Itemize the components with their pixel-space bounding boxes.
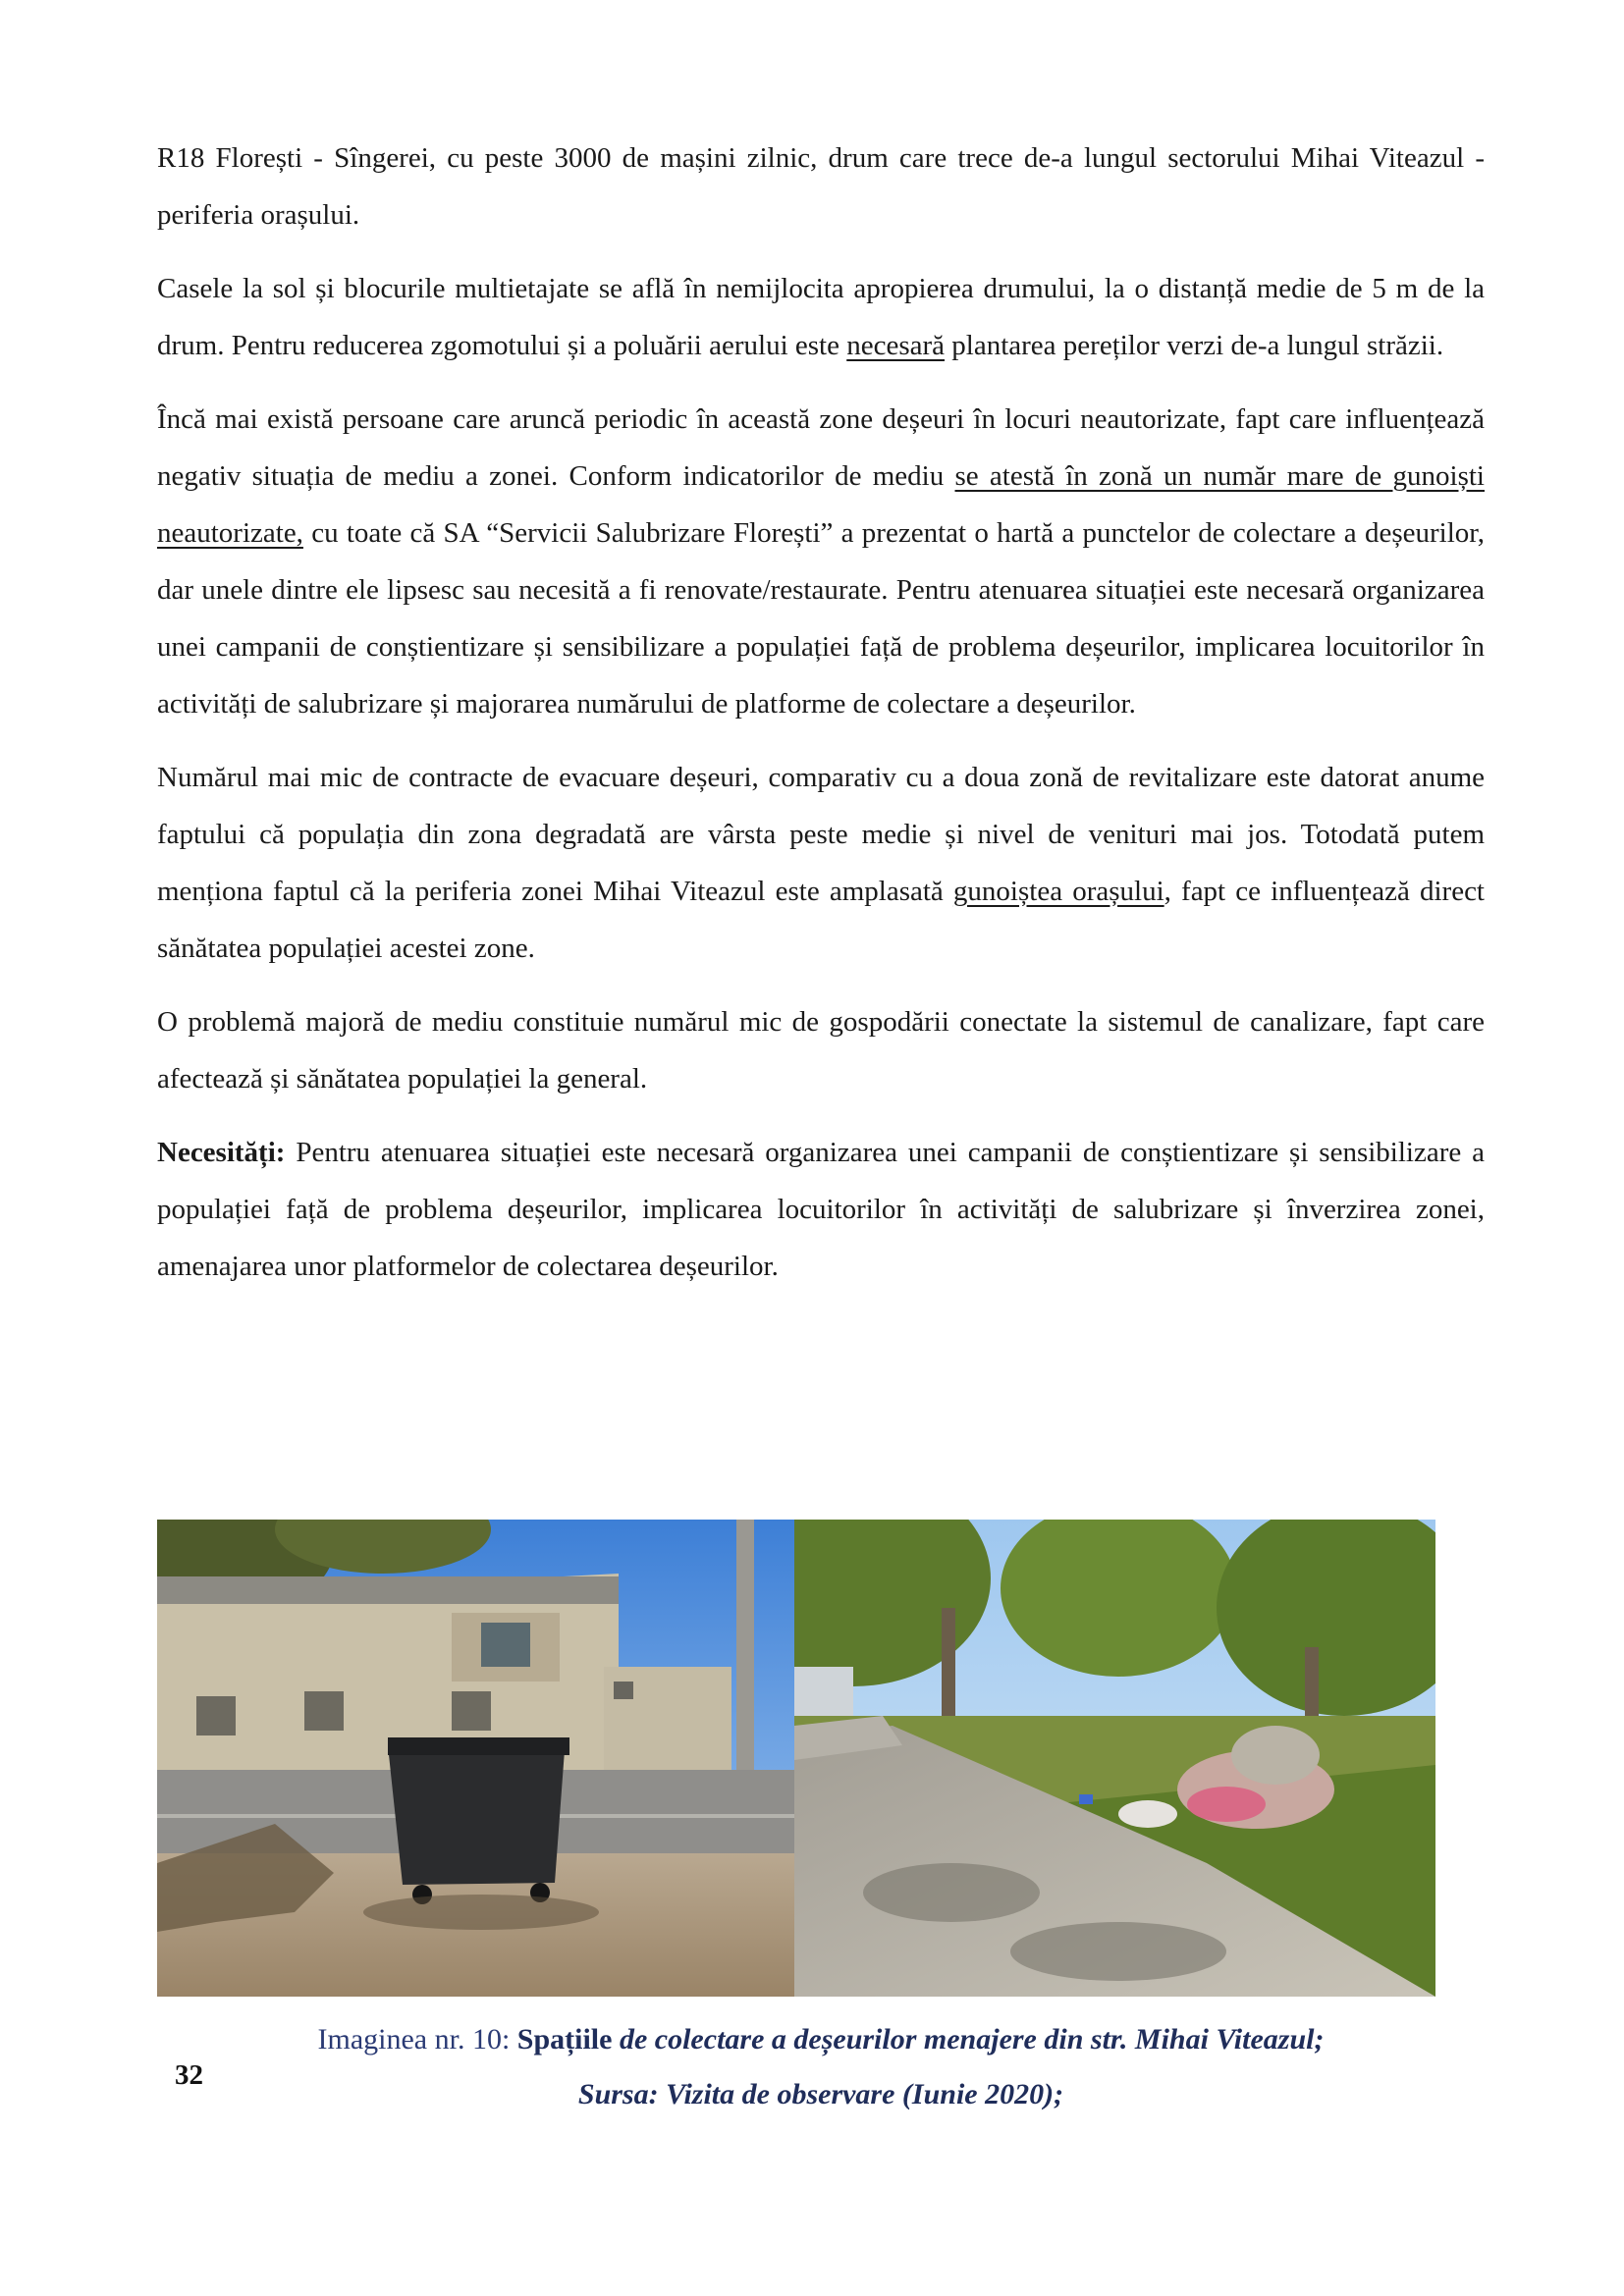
paragraph-3-text-b: cu toate că SA “Servicii Salubrizare Florești” a prezentat o hartă a punctelor de colectare a deșeurilor, dar unele dintre ele lipsesc sau necesită a fi renovate/restaurate. Pentru atenuarea situației este necesară organizarea unei campanii de conștientizare și sensibilizare a populației față de problema deșeurilor, implicarea locuitorilor în activități de salubrizare și majorarea numărului de platforme de colectare a deșeurilor.: [157, 517, 1485, 720]
paragraph-2-text-a: Casele la sol și blocurile multietajate se află în nemijlocita apropierea drumului, la o distanță medie de 5 m de la drum. Pentru reducerea zgomotului și a poluării aerului este: [157, 273, 1485, 361]
caption-prefix: Imaginea nr. 10:: [317, 2023, 517, 2056]
paragraph-5: [157, 993, 1485, 1107]
paragraph-6-text: Pentru atenuarea situației este necesară organizarea unei campanii de conștientizare și sensibilizare a populației față de problema deșeurilor, implicarea locuitorilor în activități de salubrizare și înverzirea zonei, amenajarea unor platformelor de colectarea deșeurilor.: [157, 1137, 1485, 1282]
paragraph-2-text-b: plantarea pereților verzi de-a lungul străzii.: [945, 330, 1444, 361]
caption-bold: Spațiile: [516, 2023, 613, 2056]
paragraph-6-lead: Necesități:: [157, 1137, 286, 1168]
photo-waste-container-street-image: [157, 1520, 794, 1997]
caption-italic: de colectare a deșeurilor menajere din str. Mihai Viteazul;: [612, 2023, 1325, 2056]
paragraph-4-text-b: , fapt ce influențează direct sănătatea populației acestei zone.: [157, 876, 1485, 964]
paragraph-6: [157, 1124, 1485, 1295]
photo-waste-pile-park: [794, 1520, 1435, 1997]
page-number: 32: [175, 2059, 203, 2091]
paragraph-3-text-a: Încă mai există persoane care aruncă periodic în această zone deșeuri în locuri neautorizate, fapt care influențează negativ situația de mediu a zonei. Conform indicatorilor de mediu: [157, 403, 1485, 492]
paragraph-2: [157, 260, 1485, 374]
paragraph-4-text-a: Numărul mai mic de contracte de evacuare deșeuri, comparativ cu a doua zonă de revitalizare este datorat anume faptului că populația din zona degradată are vârsta peste medie și nivel de venituri mai jos. Totodată putem menționa faptul că la periferia zonei Mihai Viteazul este amplasată: [157, 762, 1485, 907]
caption-line-1: [157, 2012, 1485, 2067]
paragraph-2-underlined: necesară: [846, 330, 946, 361]
photo-waste-pile-park-image: [794, 1520, 1435, 1997]
paragraph-4: [157, 749, 1485, 977]
paragraph-3: [157, 391, 1485, 732]
paragraph-3-underlined: se atestă în zonă un număr mare de gunoiști neautorizate,: [157, 460, 1485, 549]
paragraph-1: [157, 130, 1485, 243]
caption-line-2: Sursa: Vizita de observare (Iunie 2020);: [577, 2078, 1064, 2110]
photo-strip: [157, 1520, 1435, 1997]
paragraph-5-text: O problemă majoră de mediu constituie numărul mic de gospodării conectate la sistemul de canalizare, fapt care afectează și sănătatea populației la general.: [157, 1006, 1485, 1095]
paragraph-4-underlined: gunoiștea orașului: [952, 876, 1164, 907]
figure-caption: [157, 2012, 1485, 2122]
photo-waste-container-street: [157, 1520, 794, 1997]
paragraph-1-text: R18 Florești - Sîngerei, cu peste 3000 de mașini zilnic, drum care trece de-a lungul sectorului Mihai Viteazul - periferia orașului.: [157, 142, 1485, 231]
body-text: [157, 130, 1485, 1311]
